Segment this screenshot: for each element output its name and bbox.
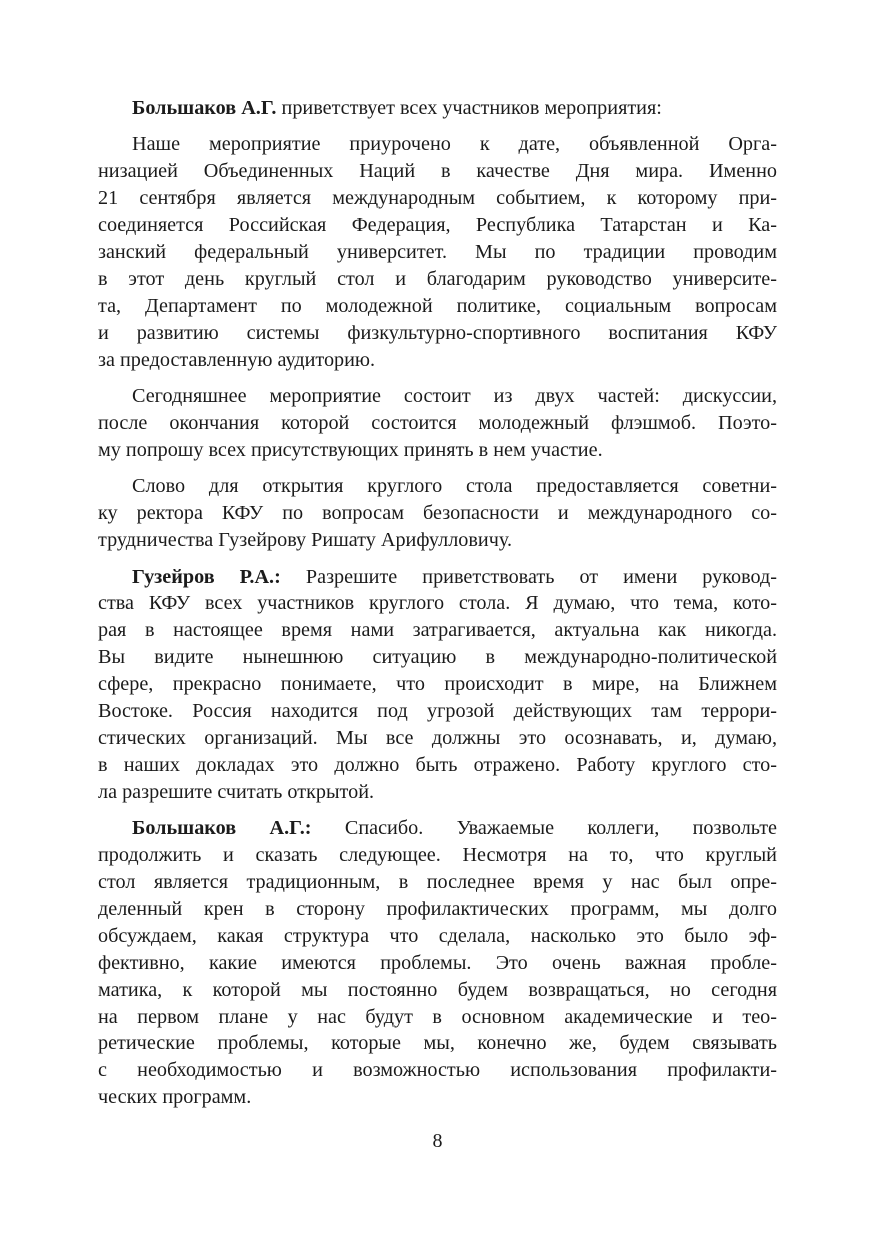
text-line: ства КФУ всех участников круглого стола. Я думаю, что тема, кото- xyxy=(98,592,777,615)
text-line: Гузейров Р.А.: Разрешите приветствовать от имени руковод- xyxy=(132,565,778,588)
text-line: 21 сентября является международным событием, к которому при- xyxy=(98,187,777,210)
text-line: на первом плане у нас будут в основном академические и тео- xyxy=(98,1005,777,1028)
text-line: рая в настоящее время нами затрагивается, актуальна как никогда. xyxy=(98,619,777,642)
text-line: с необходимостью и возможностью использования профилакти- xyxy=(98,1059,777,1082)
text-line: трудничества Гузейрову Ришату Арифулловичу. xyxy=(98,529,512,552)
text-line: Большаков А.Г.: Спасибо. Уважаемые коллеги, позвольте xyxy=(132,817,777,840)
speaker-name: Большаков А.Г.: xyxy=(132,817,312,840)
text-line: матика, к которой мы постоянно будем возвращаться, но сегодня xyxy=(98,978,777,1001)
text-line: стол является традиционным, в последнее время у нас был опре- xyxy=(98,870,777,893)
text-line: фективно, какие имеются проблемы. Это очень важная пробле- xyxy=(98,951,777,974)
text-line: обсуждаем, какая структура что сделала, насколько это было эф- xyxy=(98,924,777,947)
speaker-name: Гузейров Р.А.: xyxy=(132,565,281,588)
text-line: продолжить и сказать следующее. Несмотря на то, что круглый xyxy=(98,844,777,867)
text-line: соединяется Российская Федерация, Республика Татарстан и Ка- xyxy=(98,214,777,237)
text-line: и развитию системы физкультурно-спортивного воспитания КФУ xyxy=(98,321,777,344)
paragraph xyxy=(98,815,777,1111)
page-number: 8 xyxy=(432,1130,443,1152)
body-text xyxy=(98,95,777,1111)
paragraph xyxy=(98,383,777,464)
text-line: сфере, прекрасно понимаете, что происходит в мире, на Ближнем xyxy=(98,673,777,696)
text-line: ретические проблемы, которые мы, конечно же, будем связывать xyxy=(98,1032,777,1055)
paragraph xyxy=(98,473,777,554)
text-line: ческих программ. xyxy=(98,1086,252,1109)
text-line: Наше мероприятие приурочено к дате, объявленной Орга- xyxy=(132,133,777,156)
text-line: занский федеральный университет. Мы по традиции проводим xyxy=(98,241,777,264)
text-line: в этот день круглый стол и благодарим руководство университе- xyxy=(98,267,777,290)
text-line: за предоставленную аудиторию. xyxy=(98,348,376,371)
text-line: му попрошу всех присутствующих принять в нем участие. xyxy=(98,438,603,461)
text-line: Востоке. Россия находится под угрозой действующих там террори- xyxy=(98,700,777,723)
speaker-name: Большаков А.Г. xyxy=(132,97,277,119)
text-line: ку ректора КФУ по вопросам безопасности и международного со- xyxy=(98,502,777,525)
text-line: Вы видите нынешнюю ситуацию в международно-политической xyxy=(98,646,777,669)
text-line: после окончания которой состоится молодежный флэшмоб. Поэто- xyxy=(98,411,777,434)
paragraph xyxy=(98,95,777,122)
text-line: низацией Объединенных Наций в качестве Дня мира. Именно xyxy=(98,160,777,183)
text-line: Слово для открытия круглого стола предоставляется советни- xyxy=(132,475,777,498)
paragraph xyxy=(98,131,777,373)
text-line: стических организаций. Мы все должны это осознавать, и, думаю, xyxy=(98,726,777,749)
text-line: в наших докладах это должно быть отражено. Работу круглого сто- xyxy=(98,753,777,776)
text-line: деленный крен в сторону профилактических программ, мы долго xyxy=(98,897,777,920)
text-line: та, Департамент по молодежной политике, социальным вопросам xyxy=(98,294,777,317)
text-line: ла разрешите считать открытой. xyxy=(98,780,375,803)
text-line: Сегодняшнее мероприятие состоит из двух частей: дискуссии, xyxy=(132,385,777,408)
text-line: Большаков А.Г. приветствует всех участников мероприятия: xyxy=(132,97,662,119)
paragraph xyxy=(98,564,777,806)
